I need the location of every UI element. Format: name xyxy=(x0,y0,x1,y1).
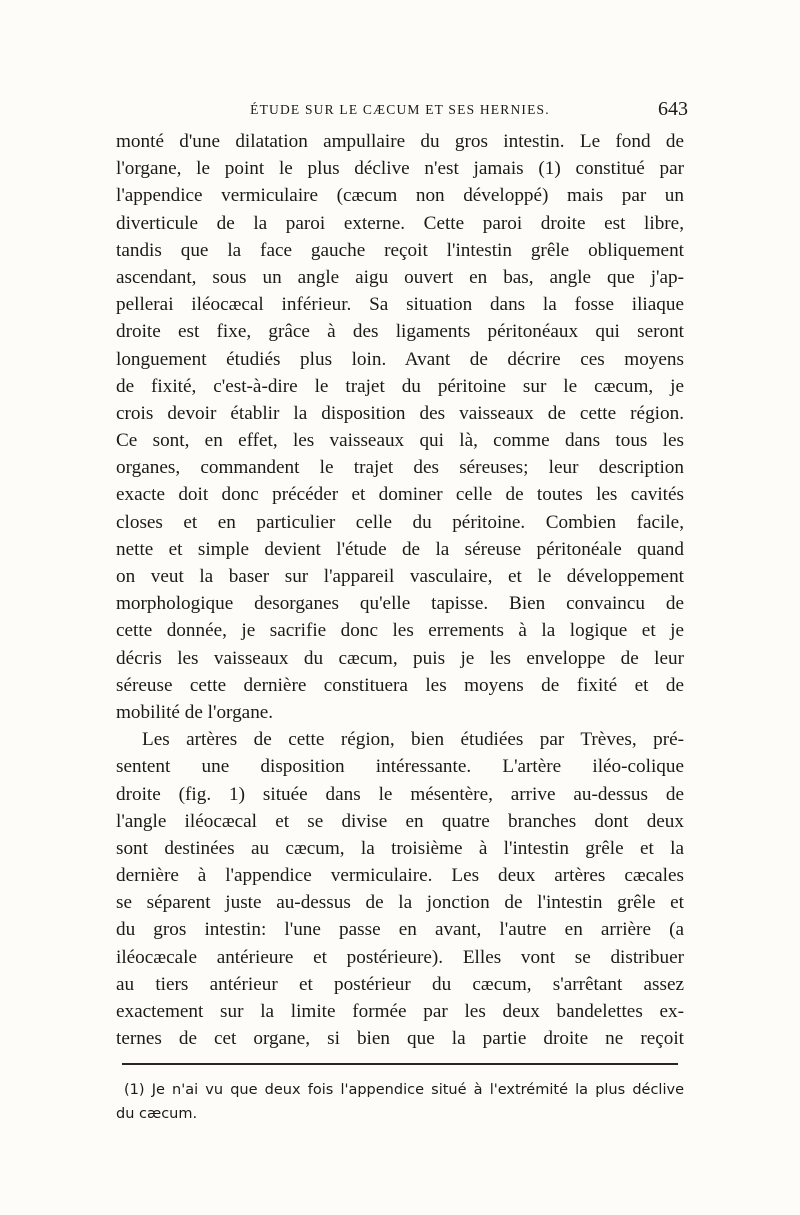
text-line: Les artères de cette région, bien étudiées par Trèves, pré- xyxy=(142,729,684,751)
text-line: nette et simple devient l'étude de la séreuse péritonéale quand xyxy=(116,538,684,560)
footnote-divider xyxy=(122,1063,678,1065)
footnote-line: du cæcum. xyxy=(116,1106,198,1122)
running-head xyxy=(112,98,688,124)
text-line: de fixité, c'est-à-dire le trajet du péritoine sur le cæcum, je xyxy=(116,375,684,397)
running-title: ÉTUDE SUR LE CÆCUM ET SES HERNIES. xyxy=(250,102,550,117)
text-line: diverticule de la paroi externe. Cette paroi droite est libre, xyxy=(116,212,684,234)
text-line: tandis que la face gauche reçoit l'intestin grêle obliquement xyxy=(116,239,684,261)
text-line: au tiers antérieur et postérieur du cæcum, s'arrêtant assez xyxy=(116,973,684,995)
text-line: droite est fixe, grâce à des ligaments péritonéaux qui seront xyxy=(116,321,684,343)
text-line: pellerai iléocæcal inférieur. Sa situation dans la fosse iliaque xyxy=(116,294,684,316)
text-line: monté d'une dilatation ampullaire du gros intestin. Le fond de xyxy=(116,131,684,152)
text-line: morphologique desorganes qu'elle tapisse. Bien convaincu de xyxy=(116,593,684,615)
text-line: iléocæcale antérieure et postérieure). Elles vont se distribuer xyxy=(116,946,684,968)
text-line: l'appendice vermiculaire (cæcum non développé) mais par un xyxy=(116,185,684,207)
text-line: on veut la baser sur l'appareil vasculaire, et le développement xyxy=(116,566,684,587)
text-line: dernière à l'appendice vermiculaire. Les deux artères cæcales xyxy=(116,865,684,887)
text-line: ternes de cet organe, si bien que la partie droite ne reçoit xyxy=(116,1028,684,1050)
text-line: mobilité de l'organe. xyxy=(116,701,274,723)
text-line: se séparent juste au-dessus de la jonction de l'intestin grêle et xyxy=(116,892,684,914)
text-line: l'angle iléocæcal et se divise en quatre branches dont deux xyxy=(116,810,684,832)
text-line: exacte doit donc précéder et dominer celle de toutes les cavités xyxy=(116,484,684,506)
text-line: l'organe, le point le plus déclive n'est jamais (1) constitué par xyxy=(116,158,684,180)
text-line: séreuse cette dernière constituera les moyens de fixité et de xyxy=(116,674,684,696)
text-line: longuement étudiés plus loin. Avant de décrire ces moyens xyxy=(116,348,684,370)
text-line: sentent une disposition intéressante. L'artère iléo-colique xyxy=(116,756,684,778)
text-line: décris les vaisseaux du cæcum, puis je les enveloppe de leur xyxy=(116,647,684,669)
text-line: crois devoir établir la disposition des vaisseaux de cette région. xyxy=(116,402,684,424)
text-line: ascendant, sous un angle aigu ouvert en bas, angle que j'ap- xyxy=(116,266,684,288)
text-line: droite (fig. 1) située dans le mésentère, arrive au-dessus de xyxy=(116,783,684,805)
text-line: cette donnée, je sacrifie donc les errements à la logique et je xyxy=(116,620,684,642)
body-text xyxy=(116,128,684,1052)
text-line: closes et en particulier celle du péritoine. Combien facile, xyxy=(116,511,684,533)
text-line: sont destinées au cæcum, la troisième à l'intestin grêle et la xyxy=(116,837,684,859)
footnote-line: (1) Je n'ai vu que deux fois l'appendice situé à l'extrémité la plus déclive xyxy=(124,1082,684,1098)
text-line: organes, commandent le trajet des séreuses; leur description xyxy=(116,457,684,479)
text-line: Ce sont, en effet, les vaisseaux qui là, comme dans tous les xyxy=(116,430,684,452)
footnote xyxy=(116,1078,684,1126)
page-number: 643 xyxy=(658,98,688,120)
text-line: exactement sur la limite formée par les deux bandelettes ex- xyxy=(116,1001,684,1022)
text-line: du gros intestin: l'une passe en avant, l'autre en arrière (a xyxy=(116,919,684,941)
